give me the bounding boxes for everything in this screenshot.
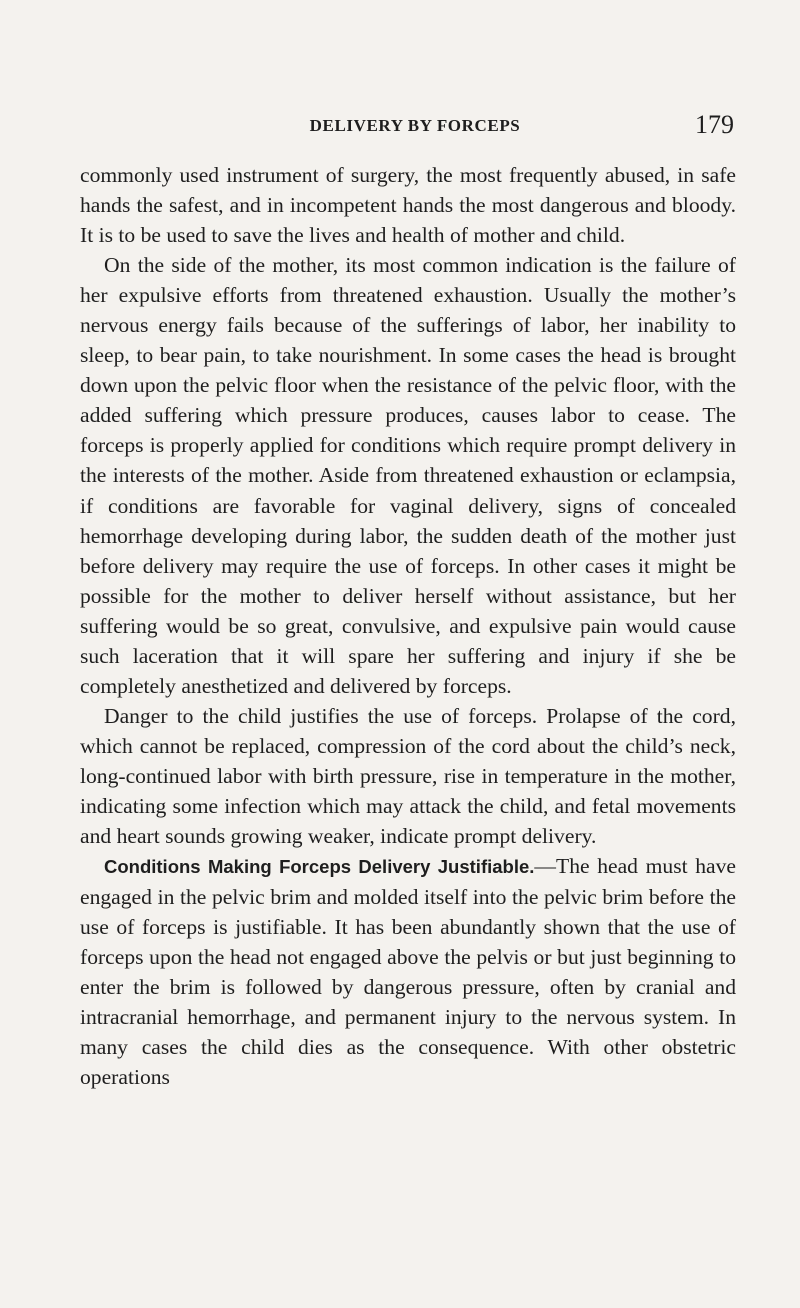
body-text (80, 160, 736, 1092)
paragraph-mother-indications: On the side of the mother, its most common indication is the failure of her expulsive efforts from threatened exhaustion. Usually the mother’s nervous energy fails because of the sufferings of labor, her inability to sleep, to bear pain, to take nourishment. In some cases the head is brought down upon the pelvic floor when the resistance of the pelvic floor, with the added suffering which pressure produces, causes labor to cease. The forceps is properly applied for conditions which require prompt delivery in the interests of the mother. Aside from threatened exhaustion or eclampsia, if conditions are favorable for vaginal delivery, signs of concealed hemorrhage developing during labor, the sudden death of the mother just before delivery may require the use of forceps. In other cases it might be possible for the mother to deliver herself without assistance, but her suffering would be so great, convulsive, and expulsive pain would cause such laceration that it will spare her suffering and injury if she be completely anesthetized and delivered by forceps. (80, 253, 736, 698)
paragraph-continued: commonly used instrument of surgery, the most frequently abused, in safe hands the safest, and in incompetent hands the most dangerous and bloody. It is to be used to save the lives and health of mother and child. (80, 163, 736, 248)
section-heading: Conditions Making Forceps Delivery Justifiable. (104, 856, 535, 878)
running-head (96, 112, 734, 138)
paragraph-conditions (80, 851, 736, 1092)
paragraph-conditions-text: —The head must have engaged in the pelvic brim and molded itself into the pelvic brim before the use of forceps is justifiable. It has been abundantly shown that the use of forceps upon the head not engaged above the pelvis or but just beginning to enter the brim is followed by dangerous pressure, often by cranial and intracranial hemorrhage, and permanent injury to the nervous system. In many cases the child dies as the consequence. With other obstetric operations (80, 854, 736, 1090)
paragraph-child-danger: Danger to the child justifies the use of forceps. Prolapse of the cord, which cannot be replaced, compression of the cord about the child’s neck, long-continued labor with birth pressure, rise in temperature in the mother, indicating some infection which may attack the child, and fetal movements and heart sounds growing weaker, indicate prompt delivery. (80, 703, 736, 849)
running-title: DELIVERY BY FORCEPS (309, 116, 521, 135)
page-number: 179 (695, 110, 734, 139)
